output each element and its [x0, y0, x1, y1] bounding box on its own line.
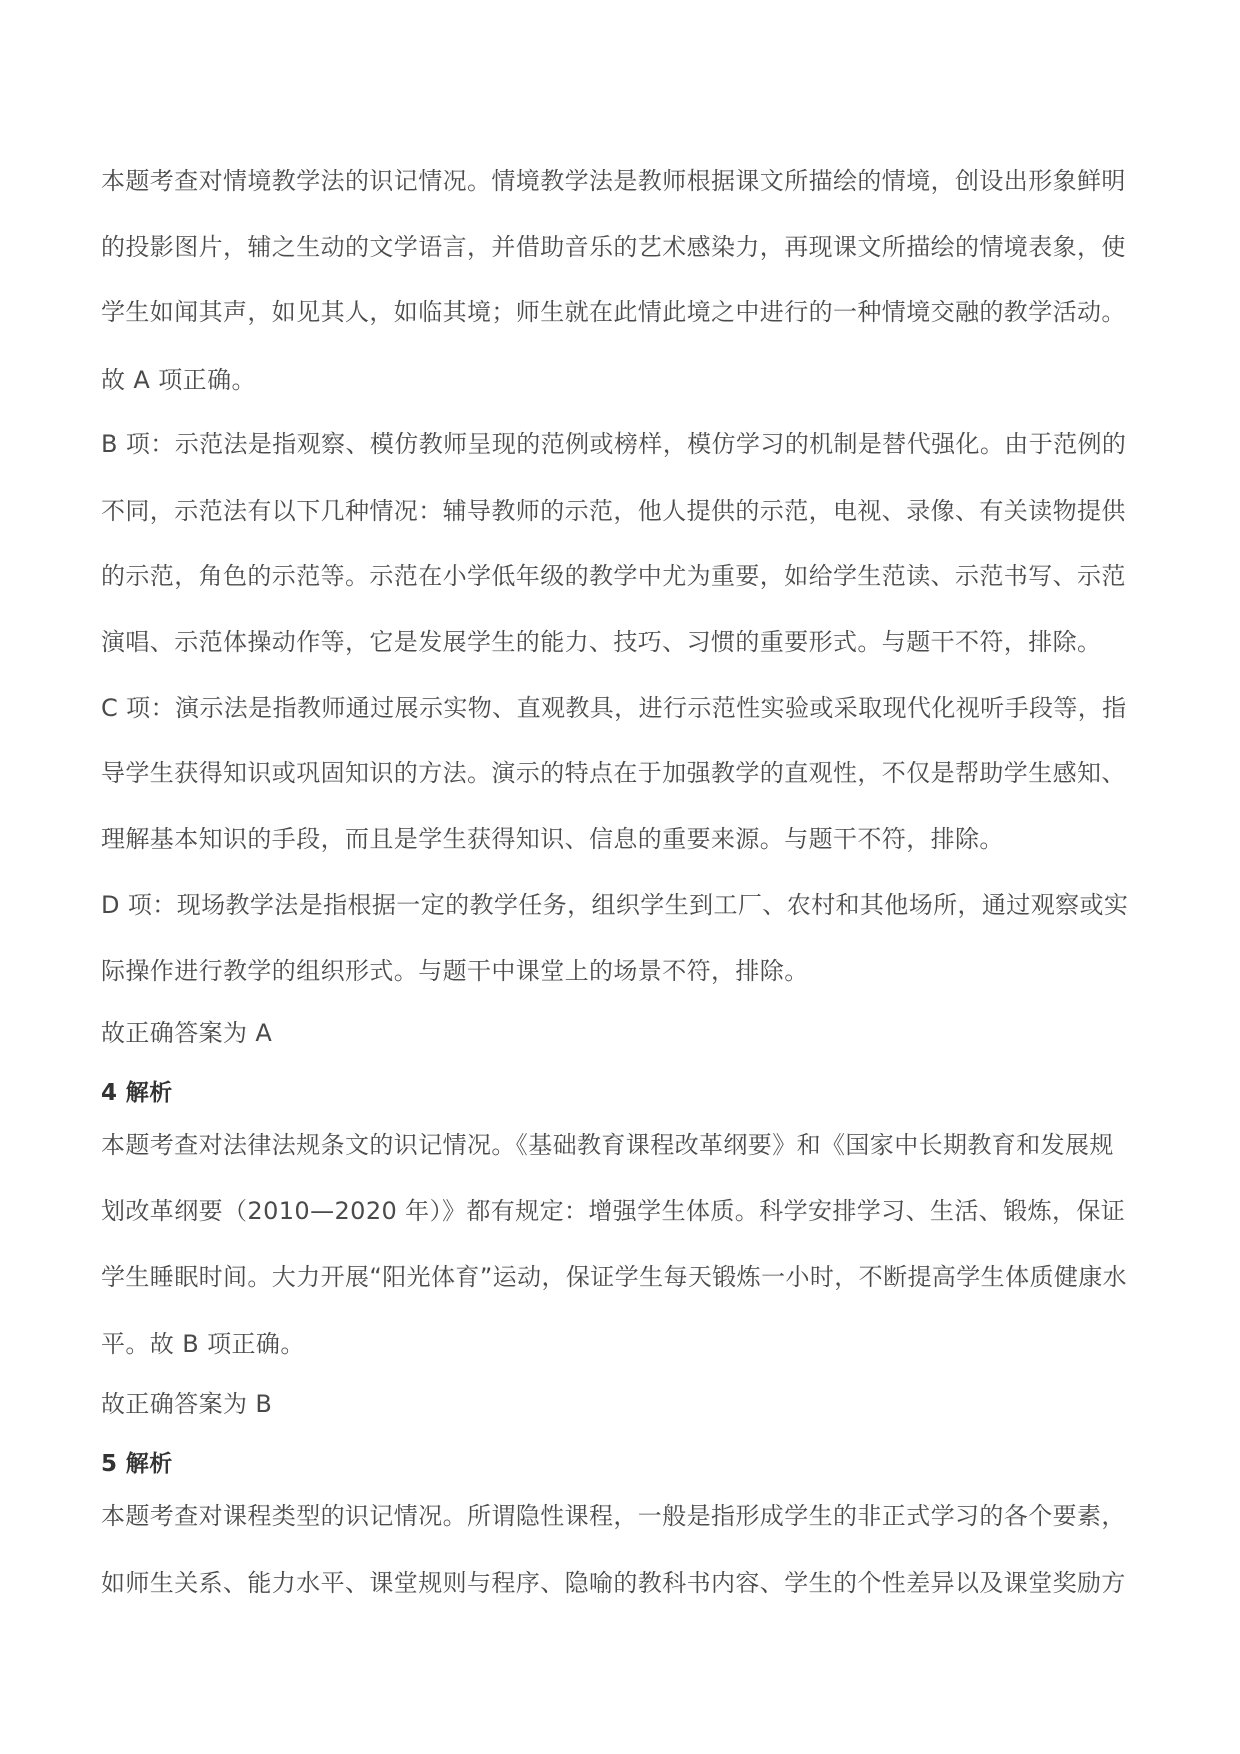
paragraph-line: 学生睡眠时间。大力开展“阳光体育”运动，保证学生每天锻炼一小时，不断提高学生体质健康水	[101, 1263, 1128, 1291]
paragraph-line: 不同，示范法有以下几种情况：辅导教师的示范，他人提供的示范，电视、录像、有关读物提供	[101, 497, 1126, 525]
paragraph-line: 如师生关系、能力水平、课堂规则与程序、隐喻的教科书内容、学生的个性差异以及课堂奖励方	[101, 1569, 1126, 1597]
paragraph-line: 的示范，角色的示范等。示范在小学低年级的教学中尤为重要，如给学生范读、示范书写、示范	[101, 562, 1126, 590]
paragraph-line: 平。故 B 项正确。	[101, 1330, 305, 1358]
section-heading: 4 解析	[101, 1080, 173, 1106]
paragraph-line: 故 A 项正确。	[101, 366, 256, 394]
paragraph-line: 划改革纲要（2010—2020 年）》都有规定：增强学生体质。科学安排学习、生活、锻炼，保证	[101, 1197, 1126, 1225]
answer-line: 故正确答案为 A	[101, 1019, 273, 1047]
paragraph-line: 演唱、示范体操动作等，它是发展学生的能力、技巧、习惯的重要形式。与题干不符，排除。	[101, 628, 1102, 656]
section-heading: 5 解析	[101, 1451, 173, 1477]
answer-line: 故正确答案为 B	[101, 1390, 273, 1418]
paragraph-line: 导学生获得知识或巩固知识的方法。演示的特点在于加强教学的直观性，不仅是帮助学生感知、	[101, 759, 1126, 787]
paragraph-line: C 项：演示法是指教师通过展示实物、直观教具，进行示范性实验或采取现代化视听手段等，指	[101, 694, 1127, 722]
paragraph-line: 学生如闻其声，如见其人，如临其境；师生就在此情此境之中进行的一种情境交融的教学活动。	[101, 298, 1126, 326]
paragraph-line: 本题考查对法律法规条文的识记情况。《基础教育课程改革纲要》和《国家中长期教育和发展规	[101, 1131, 1114, 1159]
paragraph-line: D 项：现场教学法是指根据一定的教学任务，组织学生到工厂、农村和其他场所，通过观察或实	[101, 891, 1129, 919]
paragraph-line: 的投影图片，辅之生动的文学语言，并借助音乐的艺术感染力，再现课文所描绘的情境表象，使	[101, 233, 1126, 261]
paragraph-line: 际操作进行教学的组织形式。与题干中课堂上的场景不符，排除。	[101, 957, 809, 985]
paragraph-line: 理解基本知识的手段，而且是学生获得知识、信息的重要来源。与题干不符，排除。	[101, 825, 1004, 853]
paragraph-line: 本题考查对情境教学法的识记情况。情境教学法是教师根据课文所描绘的情境，创设出形象鲜明	[101, 167, 1126, 195]
paragraph-line: B 项：示范法是指观察、模仿教师呈现的范例或榜样，模仿学习的机制是替代强化。由于范例的	[101, 430, 1127, 458]
paragraph-line: 本题考查对课程类型的识记情况。所谓隐性课程，一般是指形成学生的非正式学习的各个要素，	[101, 1502, 1126, 1530]
